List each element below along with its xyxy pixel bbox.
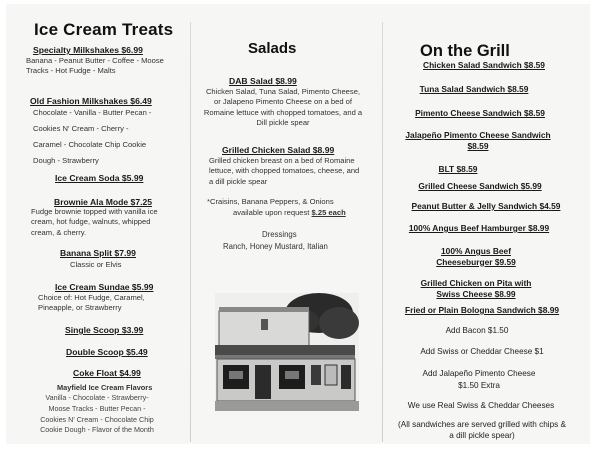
flavor-line: Cookies N' Cream - Cherry - — [33, 124, 129, 133]
specialty-milkshakes-desc: Banana - Peanut Butter - Coffee - Moose Tracks - Hot Fudge - Malts — [26, 56, 164, 76]
sundae-title: Ice Cream Sundae $5.99 — [55, 282, 154, 292]
single-scoop: Single Scoop $3.99 — [65, 325, 144, 335]
salads-title: Salads — [248, 40, 297, 57]
mayfield-title: Mayfield Ice Cream Flavors — [57, 383, 153, 392]
storefront-illustration — [215, 293, 359, 411]
dressings-list: Ranch, Honey Mustard, Italian — [223, 242, 328, 251]
grill-item: Grilled Cheese Sandwich $5.99 — [418, 181, 542, 191]
banana-split-desc: Classic or Elvis — [70, 260, 122, 269]
specialty-milkshakes-title: Specialty Milkshakes $6.99 — [33, 45, 143, 55]
grill-item: BLT $8.59 — [438, 164, 478, 174]
grill-title: On the Grill — [420, 42, 510, 60]
banana-split-title: Banana Split $7.99 — [60, 248, 136, 258]
fold-line-left — [190, 22, 191, 442]
sandwich-serving-note: (All sandwiches are served grilled with chips & a dill pickle spear) — [398, 420, 566, 440]
fold-line-right — [382, 22, 383, 442]
brownie-desc: Fudge brownie topped with vanilla ice cream, hot fudge, walnuts, whipped cream, & cherry. — [31, 207, 158, 237]
flavor-line: Chocolate - Vanilla - Butter Pecan - — [33, 108, 152, 117]
grill-item: Pimento Cheese Sandwich $8.59 — [415, 108, 545, 118]
add-jalapeno: Add Jalapeño Pimento Cheese — [422, 369, 536, 378]
dab-salad-title: DAB Salad $8.99 — [229, 76, 297, 86]
grill-item: Peanut Butter & Jelly Sandwich $4.59 — [411, 201, 561, 211]
coke-float: Coke Float $4.99 — [73, 368, 141, 378]
grill-item: Chicken Salad Sandwich $8.59 — [423, 60, 545, 70]
grilled-chicken-salad-desc: Grilled chicken breast on a bed of Romaine lettuce, with chopped tomatoes, cheese, and a dill pickle spear — [209, 156, 360, 186]
extras-price: $.25 each — [311, 208, 346, 217]
extras-line-2 — [233, 208, 346, 218]
grill-item: 100% Angus Beef Hamburger $8.99 — [408, 223, 550, 233]
old-fashion-milkshakes-title: Old Fashion Milkshakes $6.49 — [30, 96, 152, 106]
grilled-chicken-salad-title: Grilled Chicken Salad $8.99 — [222, 145, 335, 155]
double-scoop: Double Scoop $5.49 — [66, 347, 148, 357]
extras-request-text: available upon request — [233, 208, 310, 217]
flavor-line: Caramel - Chocolate Chip Cookie — [33, 140, 147, 149]
grill-item: Grilled Chicken on Pita with Swiss Cheese $8.99 — [420, 278, 532, 299]
grill-item: Tuna Salad Sandwich $8.59 — [419, 84, 529, 94]
ice-cream-soda: Ice Cream Soda $5.99 — [55, 173, 144, 183]
dab-salad-desc: Chicken Salad, Tuna Salad, Pimento Cheese, or Jalapeno Pimento Cheese on a bed of Romaine lettuce with chopped tomatoes, and a Dill pickle spear — [203, 87, 363, 128]
add-bacon: Add Bacon $1.50 — [445, 326, 509, 335]
add-cheese: Add Swiss or Cheddar Cheese $1 — [420, 347, 544, 356]
grill-item: Fried or Plain Bologna Sandwich $8.99 — [404, 305, 560, 315]
mayfield-desc: Vanilla - Chocolate - Strawberry- Moose Tracks - Butter Pecan - Cookies N' Cream - Chocolate Chip Cookie Dough - Flavor of the Month — [40, 393, 154, 435]
grill-item: 100% Angus Beef Cheeseburger $9.59 — [436, 246, 516, 267]
grill-item: Jalapeño Pimento Cheese Sandwich $8.59 — [405, 130, 551, 151]
real-cheese-note: We use Real Swiss & Cheddar Cheeses — [407, 401, 555, 410]
extras-line: *Craisins, Banana Peppers, & Onions — [207, 197, 334, 206]
add-jalapeno-price: $1.50 Extra — [458, 381, 500, 390]
storefront-photo — [215, 293, 359, 411]
flavor-line: Dough - Strawberry — [33, 156, 99, 165]
sundae-desc: Choice of: Hot Fudge, Caramel, Pineapple, or Strawberry — [38, 293, 145, 313]
dressings-title: Dressings — [262, 230, 297, 239]
ice-cream-title: Ice Cream Treats — [34, 20, 174, 39]
brownie-title: Brownie Ala Mode $7.25 — [54, 197, 153, 207]
